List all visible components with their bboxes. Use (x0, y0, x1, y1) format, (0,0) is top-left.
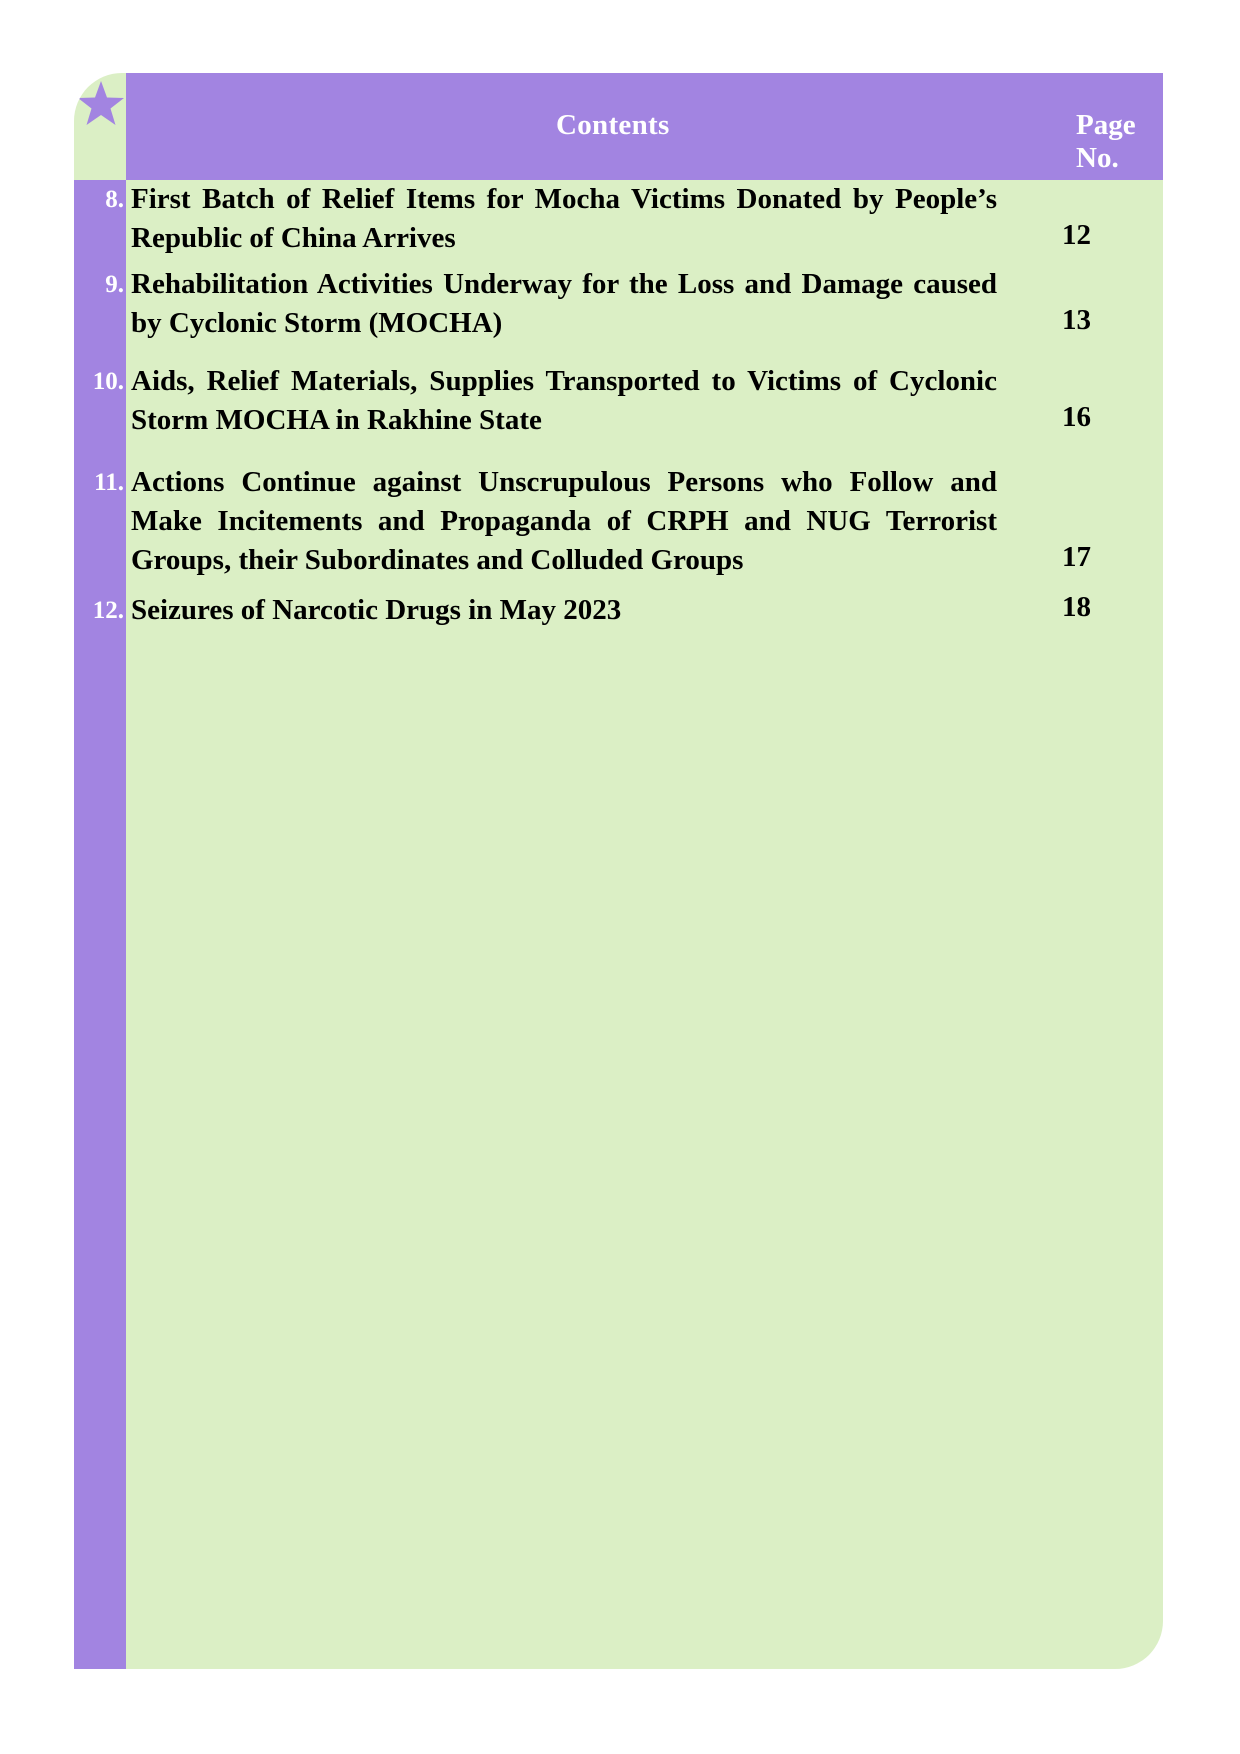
entry-page-number: 16 (1062, 401, 1091, 433)
entry-page-number: 12 (1062, 219, 1091, 251)
page-number-label: Page No. (1076, 109, 1136, 174)
entry-number: 8. (105, 186, 124, 213)
entry-title: Seizures of Narcotic Drugs in May 2023 (131, 594, 622, 626)
entry-number: 12. (92, 597, 124, 624)
entry-number: 10. (92, 368, 124, 395)
contents-title: Contents (556, 109, 670, 141)
entry-number: 9. (105, 271, 124, 298)
entry-number: 11. (94, 469, 124, 496)
entry-title: Rehabilitation Activities Underway for the Loss and Damage caused by Cyclonic Storm (MOCHA) (131, 268, 997, 339)
entry-page-number: 17 (1062, 541, 1091, 573)
entry-title: Aids, Relief Materials, Supplies Transported to Victims of Cyclonic Storm MOCHA in Rakhine State (131, 365, 997, 436)
entry-page-number: 18 (1062, 591, 1091, 623)
entry-title: Actions Continue against Unscrupulous Persons who Follow and Make Incitements and Propaganda of CRPH and NUG Terrorist Groups, their Subordinates and Colluded Groups (131, 466, 997, 576)
contents-list (74, 73, 1163, 1669)
entry-title: First Batch of Relief Items for Mocha Victims Donated by People’s Republic of China Arrives (131, 183, 997, 254)
contents-panel (74, 73, 1163, 1669)
entry-page-number: 13 (1062, 304, 1091, 336)
